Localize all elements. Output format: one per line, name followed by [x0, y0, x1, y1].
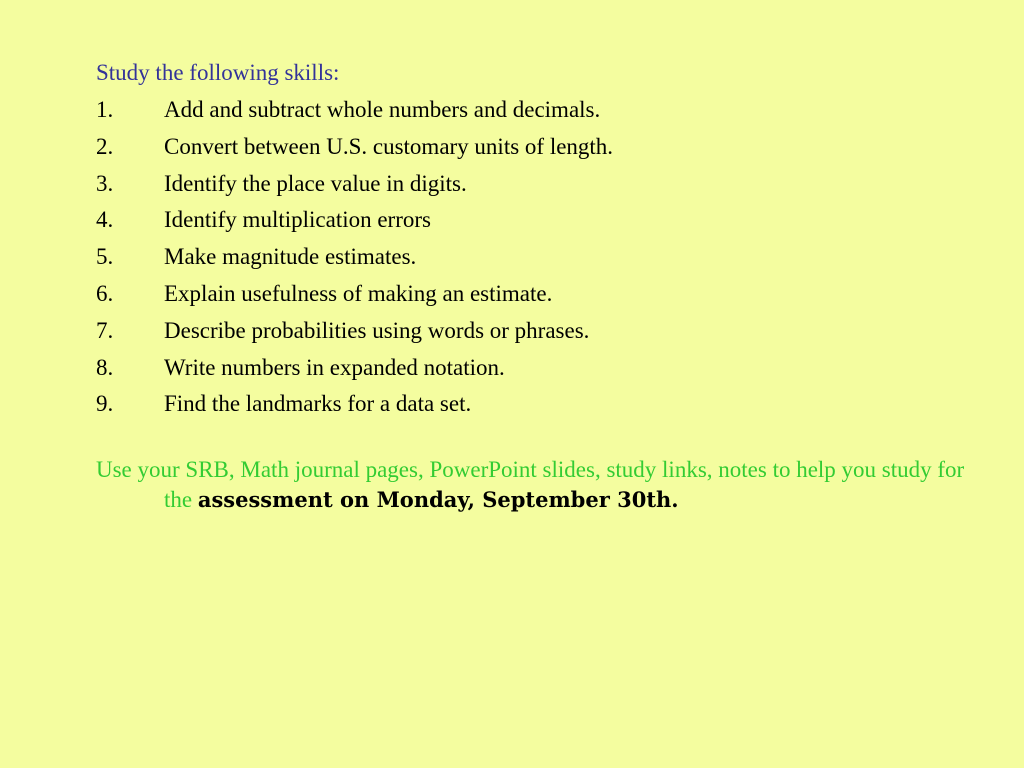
skill-number: 7. — [96, 317, 114, 343]
skill-text: Find the landmarks for a data set. — [164, 391, 472, 417]
skill-text: Write numbers in expanded notation. — [164, 354, 505, 380]
skill-text: Describe probabilities using words or phrases. — [164, 317, 590, 343]
skills-list — [96, 95, 924, 419]
skill-number: 4. — [96, 207, 114, 233]
skill-text: Explain usefulness of making an estimate. — [164, 280, 553, 306]
study-note-text: Use your SRB, Math journal pages, PowerPoint slides, study links, notes to help you study for the — [96, 457, 965, 513]
skill-item — [96, 242, 924, 272]
skill-item — [96, 316, 924, 346]
assessment-date: assessment on Monday, September 30th. — [197, 487, 679, 513]
skill-text: Make magnitude estimates. — [164, 244, 417, 270]
skill-number: 8. — [96, 354, 114, 380]
skill-text: Identify multiplication errors — [164, 207, 431, 233]
skills-heading: Study the following skills: — [96, 60, 340, 85]
skill-item — [96, 279, 924, 309]
skill-text: Convert between U.S. customary units of length. — [164, 133, 614, 159]
skill-number: 6. — [96, 280, 114, 306]
skill-item — [96, 389, 924, 419]
skill-number: 9. — [96, 391, 114, 417]
skill-number: 3. — [96, 170, 114, 196]
skill-item — [96, 169, 924, 199]
study-note — [96, 455, 984, 515]
skill-item — [96, 132, 924, 162]
skill-number: 2. — [96, 133, 114, 159]
skill-number: 1. — [96, 97, 114, 122]
skill-item — [96, 205, 924, 235]
skill-number: 5. — [96, 244, 114, 270]
skill-item — [96, 353, 924, 383]
skill-text: Add and subtract whole numbers and decimals. — [164, 97, 601, 122]
skill-text: Identify the place value in digits. — [164, 170, 467, 196]
skill-item — [96, 95, 924, 125]
